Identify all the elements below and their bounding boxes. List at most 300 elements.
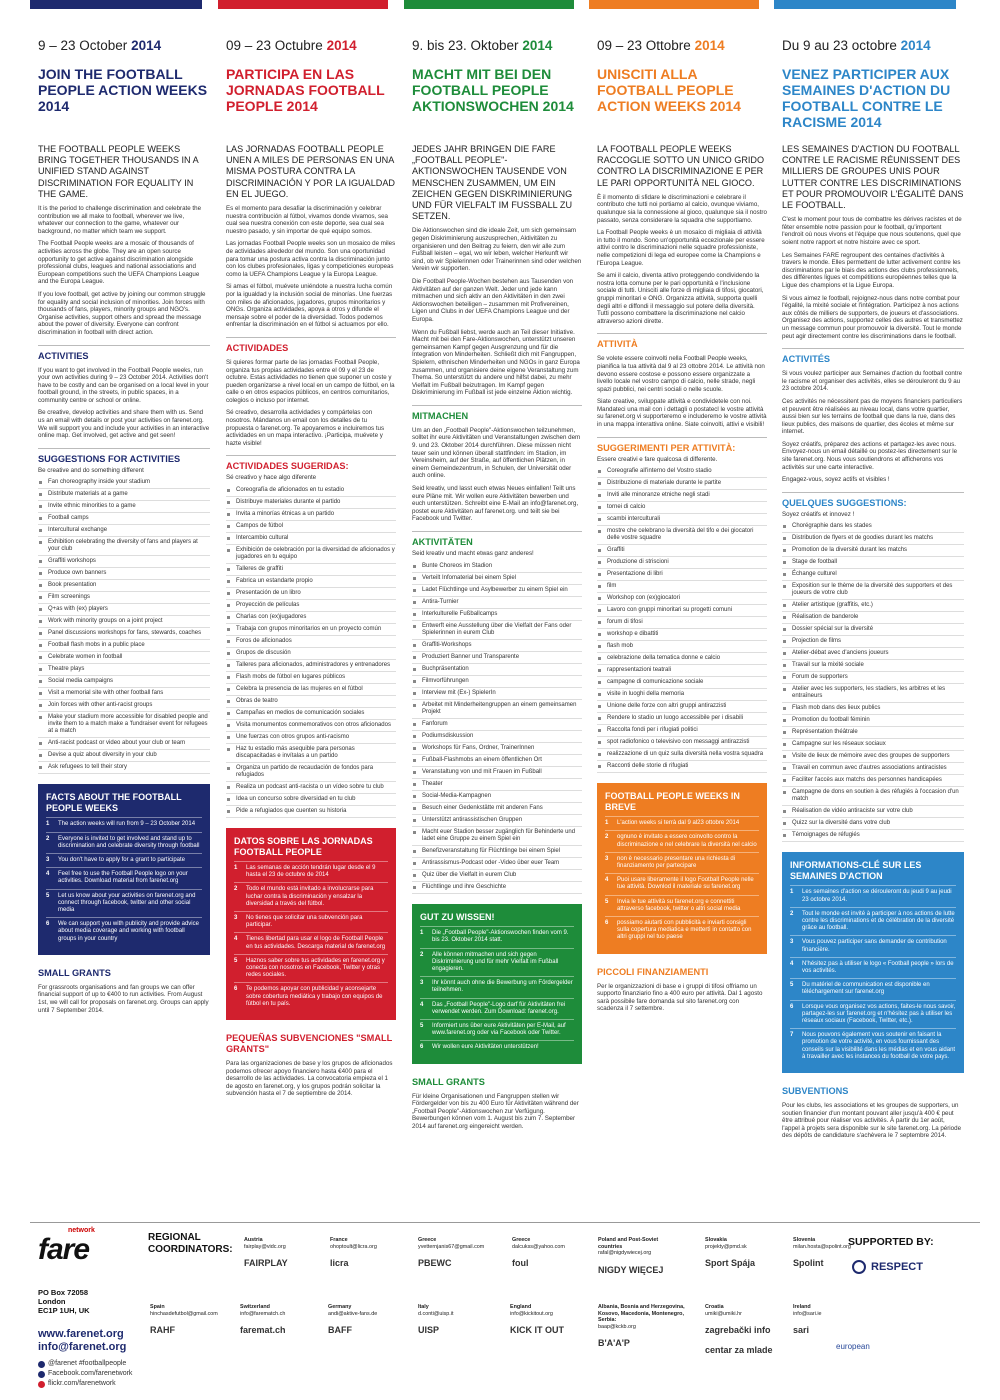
item-number: 2 bbox=[234, 886, 238, 893]
coordinator bbox=[510, 1304, 590, 1340]
list-item: scambi interculturali bbox=[597, 514, 767, 526]
paragraph: If you want to get involved in the Football People weeks, run your own activities during 9 – 23 October 2014. Activities don't have to be costly and can be organised on a local level in your football ground, in the streets, in public spaces, in a community centre or school or online. bbox=[38, 366, 209, 404]
list-item: Besuch einer Gedenkstätte mit anderen Fans bbox=[412, 803, 582, 815]
list-item bbox=[790, 935, 956, 956]
coordinator-country: Italy bbox=[418, 1304, 429, 1310]
list-item: tornei di calcio bbox=[597, 502, 767, 514]
coordinator-logo: BAFF bbox=[328, 1325, 352, 1335]
paragraph: The Football People weeks are a mosaic of thousands of activities across the globe. They are an open source opportunity to get active against discrimination alongside professional clubs, leagues and national associations and European competitions such the UEFA Champions League and the Europa League. bbox=[38, 240, 200, 286]
list-item: Dossier spécial sur la diversité bbox=[782, 624, 964, 636]
coordinator-email[interactable]: hinchasdefutbol@gmail.com bbox=[150, 1310, 218, 1317]
list-item: rappresentazioni teatrali bbox=[597, 665, 767, 677]
list-item: Proyección de películas bbox=[226, 600, 396, 612]
paragraph: Seid kreativ, und lasst euch etwas Neues einfallen! Teilt uns eure Pläne mit. Wir wollen eure Aktivitäten bewerben und euch unterstützen. Schreibt eine E-Mail an info@farenet.org, postet eure Aktivitäten auf farenet.org. und teilt sie bei Facebook und Twitter. bbox=[412, 485, 579, 523]
list-item: Campagne de dons en soutien à des réfugiés à l'occasion d'un match bbox=[782, 787, 964, 806]
suggestions-intro bbox=[597, 456, 767, 464]
list-item: Workshop con (ex)giocatori bbox=[597, 593, 767, 605]
coordinator-email[interactable]: info@farematch.ch bbox=[240, 1310, 286, 1317]
paragraph: Se ami il calcio, diventa attivo proteggendo condividendo la nostra lotta comune per le pari opportunità e l'inclusione sociale di tutti. Unisciti alle forze di migliaia di tifosi, giocatori, gruppi minoritari e ONG. Organizza attività, supporta quelli degli altri e diffondi il messaggio sul potere della diversità. Tutti possono combattere la discriminazione nel calcio attraverso azioni dirette. bbox=[597, 272, 764, 325]
item-text: Wir wollen eure Aktivitäten unterstützen! bbox=[432, 1044, 539, 1051]
suggestion-list bbox=[782, 521, 964, 842]
coordinator-email[interactable]: fairplay@vidc.org bbox=[244, 1243, 286, 1250]
facts-box bbox=[782, 852, 964, 1073]
list-item: Workshops für Fans, Ordner, TrainerInnen bbox=[412, 743, 582, 755]
paragraph: Seid kreativ und macht etwas ganz anderes! bbox=[412, 550, 534, 558]
item-number: 4 bbox=[234, 936, 238, 943]
list-item bbox=[46, 832, 202, 853]
list-item: Produziert Banner und Transparente bbox=[412, 652, 582, 664]
flickr-url: flickr.com/farenetwork bbox=[48, 1380, 116, 1387]
list-item: Exhibición de celebración por la diversidad de aficionados y jugadores en tu equipo bbox=[226, 545, 396, 564]
list-item bbox=[234, 861, 388, 882]
paragraph: It is the period to challenge discrimination and celebrate the contribution we all make to football, wherever we live, whatever our connection to the game, whatever our background, no matter which team we support. bbox=[38, 205, 202, 235]
list-item: Flüchtlinge und ihre Geschichte bbox=[412, 882, 582, 894]
item-number: 2 bbox=[46, 835, 50, 842]
paragraph: Se volete essere coinvolti nella Football People weeks, pianifica la tua attività dal 9 al 23 ottobre 2014. Le attività non devono essere costose e possono essere organizzate a livello locale nel vostro campo di calcio, nelle strade, negli spazi pubblici, nei centri sociali o nelle scuole. bbox=[597, 355, 765, 393]
item-number: 7 bbox=[790, 1032, 794, 1039]
facts-list bbox=[605, 816, 759, 944]
item-text: Du matériel de communication est disponible en téléchargement sur farenet.org bbox=[802, 982, 930, 996]
coordinator bbox=[150, 1304, 230, 1340]
fare-logo-text: fare bbox=[38, 1233, 90, 1266]
list-item: Interview mit (Ex-) SpielerIn bbox=[412, 688, 582, 700]
list-item: Antirassismus-Podcast oder -Video über euer Team bbox=[412, 858, 582, 870]
list-item: Atelier avec les supporters, les stadiers, les arbitres et les entraîneurs bbox=[782, 684, 964, 703]
intro-body bbox=[782, 216, 964, 340]
item-text: No tienes que solicitar una subvención para participar. bbox=[246, 915, 363, 929]
list-item: Quizz sur la diversité dans votre club bbox=[782, 818, 964, 830]
list-item bbox=[46, 917, 202, 946]
item-text: Ihr könnt auch ohne die Bewerbung um Fördergelder teilnehmen. bbox=[432, 980, 573, 994]
list-item: Fanforum bbox=[412, 719, 582, 731]
item-text: Feel free to use the Football People logo on your activities. Download material from farenet.org bbox=[58, 871, 188, 885]
coordinator-email[interactable]: dalcukss@yahoo.com bbox=[512, 1243, 565, 1250]
list-item: Exposition sur le thème de la diversité des supporters et des joueurs de votre club bbox=[782, 581, 964, 600]
list-item bbox=[605, 916, 759, 945]
list-item: Unterstützt antirassistischen Gruppen bbox=[412, 815, 582, 827]
coordinator-logo: KICK IT OUT bbox=[510, 1325, 564, 1335]
paragraph: Las jornadas Football People weeks son un mosaico de miles de actividades alrededor del mundo. Son una oportunidad para tomar una postura activa contra la discriminación junto con los clubes profesionales, ligas y competiciones europeas como la UEFA Champions League y la Europa League. bbox=[226, 240, 396, 278]
list-item: Realiza un podcast anti-racista o un vídeo sobre tu club bbox=[226, 782, 396, 794]
list-item bbox=[420, 948, 574, 977]
list-item: Interkulturelle Fußballcamps bbox=[412, 609, 582, 621]
date-year: 2014 bbox=[694, 38, 725, 53]
suggestions-heading: ACTIVIDADES SUGERIDAS: bbox=[226, 455, 396, 472]
list-item: Témoignages de réfugiés bbox=[782, 830, 964, 842]
paragraph: Um an den „Football People"-Aktionswochen teilzunehmen, solltet ihr eure Aktivitäten und Veranstaltungen zwischen dem 9. und 23. Oktober 2014 durchführen. Diese müssen nicht teuer sein und können überall stattfinden: im Stadion, im Vereinsheim, auf der Straße, auf öffentlichen Plätzen, in einem Gemeindezentrum, in Schulen, der Universität oder auch online. bbox=[412, 426, 581, 480]
list-item: Entwerft eine Ausstellung über die Vielfalt der Fans oder Spielerinnen in eurem Club bbox=[412, 621, 582, 640]
date-range: 09 – 23 Ottobre bbox=[597, 38, 691, 53]
list-item: Foros de aficionados bbox=[226, 636, 396, 648]
list-item: Presentazione di libri bbox=[597, 569, 767, 581]
paragraph: Sé creativo, desarrolla actividades y compártelas con nosotros. Mándanos un email con los detalles de tu propuesta o farenet.org. Te apoyaremos e incluiremos tus actividades en un mapa interactivo. ¡Participa, muévete y hazte visible! bbox=[226, 409, 385, 447]
list-item: Forum de supporters bbox=[782, 672, 964, 684]
list-item: Représentation théâtrale bbox=[782, 727, 964, 739]
list-item: Pide a refugiados que cuenten su historia bbox=[226, 806, 396, 818]
list-item: Coreografía de aficionados en tu estadio bbox=[226, 485, 396, 497]
coordinator-country: Slovenia bbox=[793, 1237, 816, 1243]
coordinator-country: Spain bbox=[150, 1304, 165, 1310]
item-text: Tout le monde est invité à participer à nos actions de lutte contre les discriminations et de célébration de la diversité grâce au football. bbox=[802, 910, 955, 932]
paragraph: Wenn du Fußball liebst, werde auch an Teil dieser Initiative. Macht mit bei den Fare-Aktionswochen, unterstützt unseren gemeinsamen Kampf gegen Ausgrenzung und für die Integration von Minderheiten. Schließt dich mit Fangruppen, Spielern, ethnischen Minderheiten und NGOs in ganz Europa zusammen, und organisiere deine eigene Veranstaltung zum Thema. So unterstützt du andere und hilfst dabei, zu mehr Vielfalt im Fußball beizutragen. Im Kampf gegen Diskriminierung im Fußball ist jede einzelne Aktion wichtig. bbox=[412, 328, 580, 397]
date-year: 2014 bbox=[326, 38, 357, 53]
list-item: Theatre plays bbox=[38, 664, 210, 676]
list-item: Benefizveranstaltung für Flüchtlinge bei einem Spiel bbox=[412, 846, 582, 858]
activities-body bbox=[597, 355, 767, 428]
activities-heading: MITMACHEN bbox=[412, 405, 582, 422]
suggestions-heading: SUGGERIMENTI PER ATTIVITÀ: bbox=[597, 437, 767, 454]
email-link[interactable]: info@farenet.org bbox=[38, 1341, 127, 1353]
item-text: Let us know about your activities on farenet.org and connect through facebook, twitter and other social media bbox=[58, 892, 196, 914]
item-text: Lorsque vous organisez vos actions, faites-le nous savoir, partagez-les sur farenet.org et n'hésitez pas à utiliser les réseaux sociaux (Facebook, Twitter, etc.). bbox=[802, 1003, 956, 1025]
paragraph: Si amas el fútbol, muévete uniéndote a nuestra lucha común por la igualdad y la inclusión social de minorías. Une fuerzas con miles de aficionados, jugadores, grupos minoritarios y ONGs. Organiza actividades, apoya a otros y difunde el mensaje sobre el poder de la diversidad. Todos podemos enfrentar la discriminación en el fútbol si actuamos por ello. bbox=[226, 283, 393, 329]
list-item: Visita monumentos conmemorativos con otros aficionados bbox=[226, 720, 396, 732]
suggestions-heading: AKTIVITÄTEN bbox=[412, 531, 582, 548]
facebook-link[interactable] bbox=[38, 1369, 132, 1379]
item-text: possiamo aiutarti con pubblicità e inviarti consigli sulla copertura mediatica e mettertì in contatto con altri gruppi nel tuo paese bbox=[617, 920, 752, 941]
paragraph: Pour les clubs, les associations et les groupes de supporters, un soutien financier d'un montant pouvant aller jusqu'à 400 € peut être attribué pour réaliser vos activités. À partir du 1er août, l'appel à projets sera disponible sur le site farenet.org. La période des dépôts de candidature s'achèvera le 7 septembre 2014. bbox=[782, 1102, 962, 1140]
list-item: Faciliter l'accès aux matchs des personnes handicapées bbox=[782, 775, 964, 787]
item-text: Everyone is invited to get involved and stand up to discrimination and celebrate diversity through football bbox=[58, 835, 200, 849]
color-bar bbox=[774, 0, 956, 9]
item-text: We can support you with publicity and provide advice about media coverage and working with football groups in your country bbox=[58, 921, 199, 942]
uefa-respect-logo[interactable] bbox=[852, 1260, 923, 1274]
list-item: Travail sur la mixité sociale bbox=[782, 660, 964, 672]
suggestions-intro bbox=[38, 467, 210, 475]
list-item bbox=[234, 911, 388, 932]
list-item: Football flash mobs in a public place bbox=[38, 640, 210, 652]
coordinator bbox=[330, 1237, 410, 1273]
paragraph: Für kleine Organisationen und Fangruppen stellen wir Fördergelder von bis zu 400 Euro für Aktivitäten während der „Football People"-Aktionswochen zur Verfügung. Bewerbungen können vom 1. August bis zum 7. September 2014 auf farenet.org eingereicht werden. bbox=[412, 1092, 579, 1130]
list-item bbox=[46, 853, 202, 867]
paragraph: C'est le moment pour tous de combattre les dérives racistes et de fêter ensemble notre passion pour le football, qu'importent l'endroit où nous vivons et l'équipe que nous soutenons, quel que soient notre rapport et notre histoire avec ce sport. bbox=[782, 216, 962, 246]
coordinator bbox=[598, 1304, 698, 1353]
list-item: Verteilt Infomaterial bei einem Spiel bbox=[412, 573, 582, 585]
color-bar bbox=[404, 0, 574, 9]
facts-box bbox=[226, 828, 396, 1020]
suggestions-heading: QUELQUES SUGGESTIONS: bbox=[782, 492, 964, 509]
suggestion-list bbox=[412, 561, 582, 894]
list-item: Promotion de la diversité durant les matchs bbox=[782, 545, 964, 557]
date-line bbox=[38, 38, 210, 56]
list-item: Trabaja con grupos minoritarios en un proyecto común bbox=[226, 624, 396, 636]
date-year: 2014 bbox=[522, 38, 553, 53]
coordinator-email[interactable]: projekty@pmd.sk bbox=[705, 1243, 747, 1250]
paragraph: Si vous voulez participer aux Semaines d'action du football contre le racisme et organiser des activités, elles se dérouleront du 9 au 23 octobre 2014. bbox=[782, 370, 963, 393]
list-item: Flash mob dans des lieux publics bbox=[782, 703, 964, 715]
coordinator-country: Croatia bbox=[705, 1304, 724, 1310]
grants-heading: PICCOLI FINANZIAMENTI bbox=[597, 966, 709, 977]
grants-body bbox=[782, 1102, 964, 1140]
item-number: 5 bbox=[234, 957, 238, 964]
list-item: Podiumsdiskussion bbox=[412, 731, 582, 743]
item-text: Todo el mundo está invitado a involucrarse para luchar contra la discriminación y ensalzar la diversidad a través del fútbol. bbox=[246, 886, 374, 907]
list-item: Talleres para aficionados, administradores y entrenadores bbox=[226, 660, 396, 672]
fare-logo[interactable] bbox=[38, 1227, 95, 1267]
list-item bbox=[234, 882, 388, 911]
item-text: Tienes libertad para usar el logo de Football People en tus actividades. Descarga material de farenet.org bbox=[246, 936, 386, 950]
list-item: Fabrica un estandarte propio bbox=[226, 576, 396, 588]
column-title: MACHT MIT BEI DEN FOOTBALL PEOPLE AKTIONSWOCHEN 2014 bbox=[412, 66, 574, 114]
list-item: Panel discussions workshops for fans, stewards, coaches bbox=[38, 628, 210, 640]
list-item: Lavoro con gruppi minoritari su progetti comuni bbox=[597, 605, 767, 617]
paragraph: Es el momento para desafiar la discriminación y celebrar nuestra contribución al fútbol, vivamos donde vivamos, sea cual sea nuestra conexión con este deporte, sea cual sea nuestro pasado, y sin importar de qué equipo somos. bbox=[226, 205, 388, 235]
coordinator-email[interactable]: milan.hosta@spolint.org bbox=[793, 1243, 851, 1250]
coordinator-email[interactable]: yvetternjanis67@gmail.com bbox=[418, 1243, 485, 1250]
list-item: celebrazione della tematica donne e calcio bbox=[597, 653, 767, 665]
list-item bbox=[420, 1019, 574, 1040]
coordinator-email[interactable]: info@kickitout.org bbox=[510, 1310, 553, 1317]
coordinator-email[interactable]: d.conti@uisp.it bbox=[418, 1310, 454, 1317]
list-item: Atelier-débat avec d'anciens joueurs bbox=[782, 648, 964, 660]
list-item: mostre che celebrano la diversità del tifo e dei giocatori delle vostre squadre bbox=[597, 526, 767, 545]
list-item: Exhibition celebrating the diversity of fans and players at your club bbox=[38, 537, 210, 556]
list-item: Flash mobs de fútbol en lugares públicos bbox=[226, 672, 396, 684]
list-item: Film screenings bbox=[38, 592, 210, 604]
list-item bbox=[790, 885, 956, 906]
address-line: London bbox=[38, 1297, 66, 1306]
facts-list bbox=[46, 817, 202, 945]
item-text: Haznos saber sobre tus actividades en farenet.org y conecta con nosotros en Facebook, Twitter y otras redes sociales. bbox=[246, 957, 385, 979]
item-text: Puoi usare liberamente il logo Football People nelle tue attività. Downlod il materiale su farenet.org bbox=[617, 877, 754, 891]
lead-text: LAS JORNADAS FOOTBALL PEOPLE UNEN A MILES DE PERSONAS EN UNA MISMA POSTURA CONTRA LA DISCRIMINACIÓN Y POR LA IGUALDAD EN EL JUEGO. bbox=[226, 144, 395, 199]
lead-text: THE FOOTBALL PEOPLE WEEKS BRING TOGETHER THOUSANDS IN A UNIFIED STAND AGAINST DISCRIMINATION FOR EQUALITY IN THE GAME. bbox=[38, 144, 199, 199]
date-range: 9. bis 23. Oktober bbox=[412, 38, 519, 53]
coordinator-logo: licra bbox=[330, 1258, 349, 1268]
column-title: PARTICIPA EN LAS JORNADAS FOOTBALL PEOPLE 2014 bbox=[226, 66, 385, 114]
item-text: Informiert uns über eure Aktivitäten per E-Mail, auf www.farenet.org oder via Facebook oder Twitter. bbox=[432, 1022, 566, 1037]
activities-heading: ACTIVITIES bbox=[38, 345, 210, 362]
coordinator-email[interactable]: rafal@nigdywiecej.org bbox=[598, 1250, 652, 1256]
column-fr bbox=[774, 0, 964, 1212]
facts-box bbox=[38, 784, 210, 954]
flickr-link[interactable] bbox=[38, 1379, 132, 1389]
column-title: VENEZ PARTICIPER AUX SEMAINES D'ACTION DU FOOTBALL CONTRE LE RACISME 2014 bbox=[782, 66, 951, 130]
facts-list bbox=[234, 861, 388, 1011]
paragraph: Per le organizzazioni di base e i gruppi di tifosi offriamo un supporto finanziario fino a 400 euro per attività. Dal 1 agosto sarà possibile fare domanda sul sito farenet.org con scadenza il 7 settembre. bbox=[597, 982, 763, 1013]
coordinator bbox=[418, 1304, 498, 1340]
list-item: Visit a memorial site with other football fans bbox=[38, 688, 210, 700]
list-item: Une fuerzas con otros grupos anti-racismo bbox=[226, 732, 396, 744]
item-text: Vous pouvez participer sans demander de contribution financière. bbox=[802, 939, 947, 953]
list-item: Presentación de un libro bbox=[226, 588, 396, 600]
list-item: Q+as with (ex) players bbox=[38, 604, 210, 616]
item-text: Las semanas de acción tendrán lugar desde el 9 hasta el 23 de octubre de 2014 bbox=[246, 865, 376, 879]
list-item: flash mob bbox=[597, 641, 767, 653]
list-item: Projection de films bbox=[782, 636, 964, 648]
item-text: Alle können mitmachen und sich gegen Diskriminierung und für mehr Vielfalt im Fußball engagieren. bbox=[432, 951, 559, 972]
grants-body bbox=[226, 1060, 396, 1098]
list-item bbox=[605, 895, 759, 916]
coordinator-email[interactable]: umiki@umiki.hr bbox=[705, 1310, 742, 1317]
paragraph: Soyez créatifs, préparez des actions et partagez-les avec nous. Envoyez-nous un email détaillé ou postez-les directement sur le site farenet.org. Nous vous soutiendrons et afficherons vos activités sur une carte interactive. bbox=[782, 440, 958, 471]
suggestion-list bbox=[597, 466, 767, 773]
list-item: Join forces with other anti-racist groups bbox=[38, 700, 210, 712]
coordinator-email[interactable]: baap@kckb.org bbox=[598, 1323, 636, 1330]
item-number: 4 bbox=[420, 1001, 424, 1008]
item-text: N'hésitez pas à utiliser le logo « Football people » lors de vos activités. bbox=[802, 960, 954, 975]
activities-heading: ACTIVIDADES bbox=[226, 337, 396, 354]
coordinator-logo: Spolint bbox=[793, 1258, 824, 1268]
coordinator-country: Poland and Post-Soviet countries bbox=[598, 1237, 659, 1250]
date-line bbox=[412, 38, 582, 56]
list-item: Graffiti workshops bbox=[38, 556, 210, 568]
list-item: Racconti delle storie di rifugiati bbox=[597, 761, 767, 773]
intro-body bbox=[226, 205, 396, 329]
list-item: Idea un concurso sobre diversidad en tu club bbox=[226, 794, 396, 806]
list-item: Chorégraphie dans les stades bbox=[782, 521, 964, 533]
list-item: spot radiofonico o televisivo con messaggi antirazzisti bbox=[597, 737, 767, 749]
list-item: campagne di comunicazione sociale bbox=[597, 677, 767, 689]
list-item bbox=[420, 998, 574, 1019]
paragraph: Be creative, develop activities and share them with us. Send us an email with details or post your activities on farenet.org. We will support you and include your activities in an interactive online map. Get involved, get active and get seen! bbox=[38, 409, 210, 440]
activities-body bbox=[226, 359, 396, 448]
coordinator-country: England bbox=[510, 1304, 532, 1310]
list-item: film bbox=[597, 581, 767, 593]
activities-body bbox=[782, 370, 964, 484]
item-number: 1 bbox=[790, 889, 794, 896]
column-es bbox=[218, 0, 396, 1212]
list-item: Obras de teatro bbox=[226, 696, 396, 708]
paragraph: Essere creativi e fare qualcosa di differente. bbox=[597, 455, 718, 463]
item-number: 6 bbox=[46, 921, 50, 928]
facts-heading: FOOTBALL PEOPLE WEEKS IN BREVE bbox=[605, 791, 740, 812]
item-text: Die „Football People"-Aktionswochen finden vom 9. bis 23. Oktober 2014 statt. bbox=[432, 930, 569, 944]
date-line bbox=[782, 38, 964, 56]
regional-coordinators-heading: REGIONAL COORDINATORS: bbox=[148, 1232, 233, 1255]
coordinator-email[interactable]: info@sari.ie bbox=[793, 1310, 822, 1317]
intro-body bbox=[412, 227, 582, 396]
list-item: Veranstaltung von und mit Frauen im Fußball bbox=[412, 767, 582, 779]
coordinator bbox=[598, 1237, 678, 1280]
paragraph: For grassroots organisations and fan groups we can offer financial support of up to €400 to run activities. From August 1st, we will call for proposals on farenet.org. Groups can apply until 7 September 2014. bbox=[38, 983, 209, 1014]
website-link[interactable]: www.farenet.org bbox=[38, 1328, 124, 1340]
coordinator-country: Germany bbox=[328, 1304, 352, 1310]
list-item: workshop e dibattiti bbox=[597, 629, 767, 641]
suggestion-list bbox=[226, 485, 396, 818]
facts-heading: INFORMATIONS-CLÉ SUR LES SEMAINES D'ACTION bbox=[790, 860, 922, 881]
list-item bbox=[605, 873, 759, 894]
address-line: PO Box 72058 bbox=[38, 1288, 89, 1297]
list-item: Organiza un partido de recaudación de fondos para refugiados bbox=[226, 763, 396, 782]
facts-heading: GUT ZU WISSEN! bbox=[420, 911, 495, 922]
twitter-link[interactable] bbox=[38, 1359, 132, 1369]
list-item: Distribuye materiales durante el partido bbox=[226, 497, 396, 509]
list-item: Filmvorführungen bbox=[412, 676, 582, 688]
list-item bbox=[605, 830, 759, 851]
list-item: Échange culturel bbox=[782, 569, 964, 581]
coordinator-logo: faremat.ch bbox=[240, 1325, 286, 1335]
item-number: 6 bbox=[234, 986, 238, 993]
list-item: Inviti alle minoranze etniche negli stadi bbox=[597, 490, 767, 502]
item-number: 5 bbox=[420, 1022, 424, 1029]
list-item: Talleres de graffiti bbox=[226, 564, 396, 576]
list-item: Antira-Turnier bbox=[412, 597, 582, 609]
address bbox=[38, 1288, 90, 1315]
coordinator-email[interactable]: andi@aktive-fans.de bbox=[328, 1310, 378, 1317]
twitter-icon bbox=[38, 1361, 45, 1368]
list-item bbox=[234, 982, 388, 1011]
paragraph: Soyez créatifs et innovez ! bbox=[782, 510, 855, 518]
list-item: Visite de lieux de mémoire avec des groupes de supporters bbox=[782, 751, 964, 763]
lead-text: LA FOOTBALL PEOPLE WEEKS RACCOGLIE SOTTO UN UNICO GRIDO CONTRO LA DISCRIMINAZIONE E PER LE PARI OPPORTUNITÀ NEL GIOCO. bbox=[597, 144, 765, 188]
intro-body bbox=[38, 205, 210, 337]
european-commission-logo bbox=[836, 1342, 870, 1351]
list-item: Social media campaigns bbox=[38, 676, 210, 688]
list-item: Rendere lo stadio un luogo accessibile per i disabili bbox=[597, 713, 767, 725]
list-item: Arbeitet mit Minderheitengruppen an einem gemeinsamen Projekt bbox=[412, 700, 582, 719]
coordinator-email[interactable]: ohoptoult@licra.org bbox=[330, 1243, 377, 1250]
coordinator-country: France bbox=[330, 1237, 348, 1243]
paragraph: Les Semaines FARE regroupent des centaines d'activités à travers le monde. Elles permettent de lutter activement contre les discriminations par le biais des actions des clubs professionnels, des différentes ligues et compétitions européennes telles que la Ligue des champions et la Ligue Europa. bbox=[782, 251, 961, 289]
item-number: 3 bbox=[605, 855, 609, 862]
item-number: 1 bbox=[420, 930, 424, 937]
coordinator-logo: PBEWC bbox=[418, 1258, 452, 1268]
european-text: european bbox=[836, 1342, 870, 1351]
list-item: Ask refugees to tell their story bbox=[38, 762, 210, 774]
column-title: UNISCITI ALLA FOOTBALL PEOPLE ACTION WEEKS 2014 bbox=[597, 66, 741, 114]
coordinator bbox=[244, 1237, 324, 1273]
list-item bbox=[46, 889, 202, 918]
activities-body bbox=[38, 367, 210, 440]
paragraph: Sé creativo y hace algo diferente bbox=[226, 474, 317, 482]
list-item bbox=[420, 926, 574, 947]
activities-heading: ACTIVITÉS bbox=[782, 348, 964, 365]
date-range: 9 – 23 October bbox=[38, 38, 128, 53]
list-item bbox=[790, 907, 956, 936]
paragraph: Be creative and do something different bbox=[38, 466, 144, 474]
coordinator bbox=[328, 1304, 408, 1340]
date-range: Du 9 au 23 octobre bbox=[782, 38, 897, 53]
footer bbox=[0, 1222, 1000, 1400]
coordinator-logo: B'A'A'P bbox=[598, 1338, 630, 1348]
list-item: Buchpräsentation bbox=[412, 664, 582, 676]
list-item: Distribute materials at a game bbox=[38, 489, 210, 501]
list-item: Unione delle forze con altri gruppi antirazzisti bbox=[597, 701, 767, 713]
list-item: Charlas con (ex)jugadores bbox=[226, 612, 396, 624]
coordinator-logo: sari bbox=[793, 1325, 810, 1335]
date-line bbox=[597, 38, 767, 56]
grants-body bbox=[597, 983, 767, 1013]
paragraph: Die Football People-Wochen bestehen aus Tausenden von Aktivitäten auf der ganzen Welt. Jeder und jede kann mitmachen und sich aktiv an den Aktivitäten in den zwei Aktionswochen beteiligen – zusammen mit Profivereinen, Ligen und Clubs in der UEFA Champions League und der Europa. bbox=[412, 277, 574, 323]
list-item: Book presentation bbox=[38, 580, 210, 592]
item-text: Das „Football People"-Logo darf für Aktivitäten frei verwendet werden. Zum Download: farenet.org. bbox=[432, 1001, 566, 1015]
list-item: Distribution de flyers et de goodies durant les matchs bbox=[782, 533, 964, 545]
list-item: Campagne sur les réseaux sociaux bbox=[782, 739, 964, 751]
list-item: Anti-racist podcast or video about your club or team bbox=[38, 738, 210, 750]
item-number: 3 bbox=[420, 980, 424, 987]
item-number: 4 bbox=[605, 877, 609, 884]
list-item: Celebra la presencia de las mujeres en el fútbol bbox=[226, 684, 396, 696]
item-number: 4 bbox=[790, 960, 794, 967]
item-number: 6 bbox=[420, 1044, 424, 1051]
list-item: Grupos de discusión bbox=[226, 648, 396, 660]
list-item: Travail en commun avec d'autres associations antiracistes bbox=[782, 763, 964, 775]
list-item: Devise a quiz about diversity in your club bbox=[38, 750, 210, 762]
lead-text: JEDES JAHR BRINGEN DIE FARE „FOOTBALL PEOPLE"-AKTIONSWOCHEN TAUSENDE VON MENSCHEN ZUSAMMEN, UM EIN ZEICHEN GEGEN DISKRIMINIERUNG UND FÜR VIELFALT IM FUSSBALL ZU SETZEN. bbox=[412, 144, 573, 222]
coordinator-country: Ireland bbox=[793, 1304, 811, 1310]
list-item: Bunte Choreos im Stadion bbox=[412, 561, 582, 573]
list-item bbox=[790, 957, 956, 978]
item-number: 2 bbox=[605, 834, 609, 841]
list-item bbox=[46, 817, 202, 831]
item-text: You don't have to apply for a grant to participate bbox=[58, 857, 186, 864]
column-it bbox=[589, 0, 767, 1212]
facts-heading: DATOS SOBRE LAS JORNADAS FOOTBALL PEOPLE bbox=[234, 836, 373, 857]
list-item: Intercambio cultural bbox=[226, 533, 396, 545]
item-text: Les semaines d'action se dérouleront du jeudi 9 au jeudi 23 octobre 2014. bbox=[802, 889, 952, 903]
paragraph: È il momento di sfidare le discriminazioni e celebrare il contributo che tutti noi portiamo al calcio, ovunque viviamo, qualunque sia la connessione al gioco, qualunque sia il nostro passato, senza considerare la squadra che supportiamo. bbox=[597, 193, 767, 224]
